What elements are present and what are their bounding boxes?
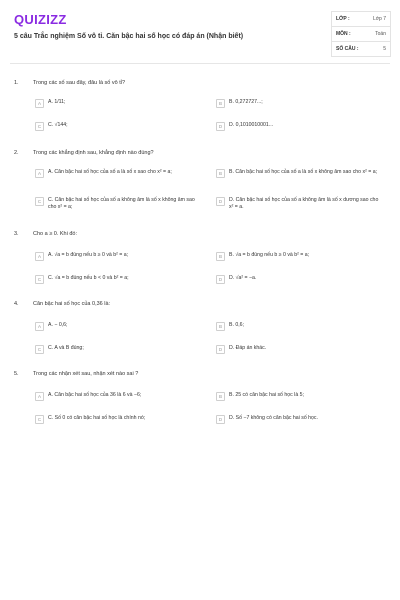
meta-row-class <box>332 12 390 27</box>
option-letter-box: B <box>216 392 225 401</box>
meta-value: Toán <box>375 31 386 37</box>
question-text: Trong các số sau đây, đâu là số vô tỉ? <box>33 80 126 86</box>
option-letter-box: D <box>216 275 225 284</box>
option-text: B. 0,6; <box>229 322 244 328</box>
option-text: D. Đáp án khác. <box>229 345 267 351</box>
question-number: 5. <box>14 371 19 377</box>
question-stem <box>14 150 384 156</box>
question-text: Cho a ≥ 0. Khi đó: <box>33 231 77 237</box>
option-text: C. Căn bậc hai số học của số a không âm là số x không âm sao cho x² = a; <box>48 197 195 210</box>
option-text: B. 25 có căn bậc hai số học là 5; <box>229 392 304 398</box>
option-text: C. Số 0 có căn bậc hai số học là chính nó; <box>48 415 146 421</box>
question-stem <box>14 80 384 86</box>
option-text: A. Căn bậc hai số học của 36 là 6 và −6; <box>48 392 142 398</box>
option-text: B. Căn bậc hai số học của số a là số x không âm sao cho x² = a; <box>229 169 378 175</box>
option-text: B. 0,272727...; <box>229 99 263 105</box>
option-letter-box: C <box>35 122 44 131</box>
option-letter-box: C <box>35 345 44 354</box>
option-letter-box: A <box>35 99 44 108</box>
meta-key: MÔN : <box>336 31 351 37</box>
option-text: A. − 0,6; <box>48 322 68 328</box>
quizizz-logo: QUIZIZZ <box>14 12 67 27</box>
meta-info-box <box>331 11 391 57</box>
option-text: D. Số −7 không có căn bậc hai số học. <box>229 415 318 421</box>
option-letter-box: B <box>216 252 225 261</box>
option-text: B. √a = b đúng nếu b ≥ 0 và b² = a; <box>229 252 310 258</box>
option-letter-box: C <box>35 197 44 206</box>
question-text: Căn bậc hai số học của 0,36 là: <box>33 301 111 307</box>
option-text: D. √a² = −a. <box>229 275 257 281</box>
option-letter-box: B <box>216 169 225 178</box>
question-stem <box>14 301 384 307</box>
question-number: 4. <box>14 301 19 307</box>
option-text: C. √a = b đúng nếu b < 0 và b² = a; <box>48 275 129 281</box>
option-text: A. Căn bậc hai số học của số a là số x sao cho x² = a; <box>48 169 172 175</box>
option-letter-box: A <box>35 252 44 261</box>
option-text: A. √a = b đúng nếu b ≥ 0 và b² = a; <box>48 252 129 258</box>
option-letter-box: A <box>35 322 44 331</box>
question-number: 1. <box>14 80 19 86</box>
option-letter-box: D <box>216 415 225 424</box>
question-number: 2. <box>14 150 19 156</box>
question-text: Trong các khẳng định sau, khẳng định nào đúng? <box>33 150 154 156</box>
option-letter-box: A <box>35 392 44 401</box>
option-text: D. Căn bậc hai số học của số a không âm là số x dương sao cho x² = a. <box>229 197 379 210</box>
option-letter-box: B <box>216 322 225 331</box>
option-text: A. 1/11; <box>48 99 66 105</box>
option-letter-box: D <box>216 122 225 131</box>
option-letter-box: D <box>216 197 225 206</box>
meta-row-subject <box>332 27 390 42</box>
option-letter-box: B <box>216 99 225 108</box>
option-text: C. A và B đúng; <box>48 345 84 351</box>
worksheet-title: 5 câu Trắc nghiệm Số vô tỉ. Căn bậc hai số học có đáp án (Nhận biết) <box>14 33 244 40</box>
question-number: 3. <box>14 231 19 237</box>
option-letter-box: C <box>35 275 44 284</box>
option-letter-box: A <box>35 169 44 178</box>
meta-value: 5 <box>383 46 386 52</box>
option-text: C. √144; <box>48 122 68 128</box>
meta-key: SỐ CÂU : <box>336 46 359 52</box>
question-text: Trong các nhận xét sau, nhận xét nào sai ? <box>33 371 139 377</box>
meta-key: LỚP : <box>336 16 350 22</box>
meta-row-count <box>332 42 390 56</box>
question-stem <box>14 371 384 377</box>
option-text: D. 0,1010010001... <box>229 122 274 128</box>
meta-value: Lớp 7 <box>372 16 386 22</box>
header-divider <box>10 63 390 64</box>
option-letter-box: C <box>35 415 44 424</box>
question-stem <box>14 231 384 237</box>
option-letter-box: D <box>216 345 225 354</box>
